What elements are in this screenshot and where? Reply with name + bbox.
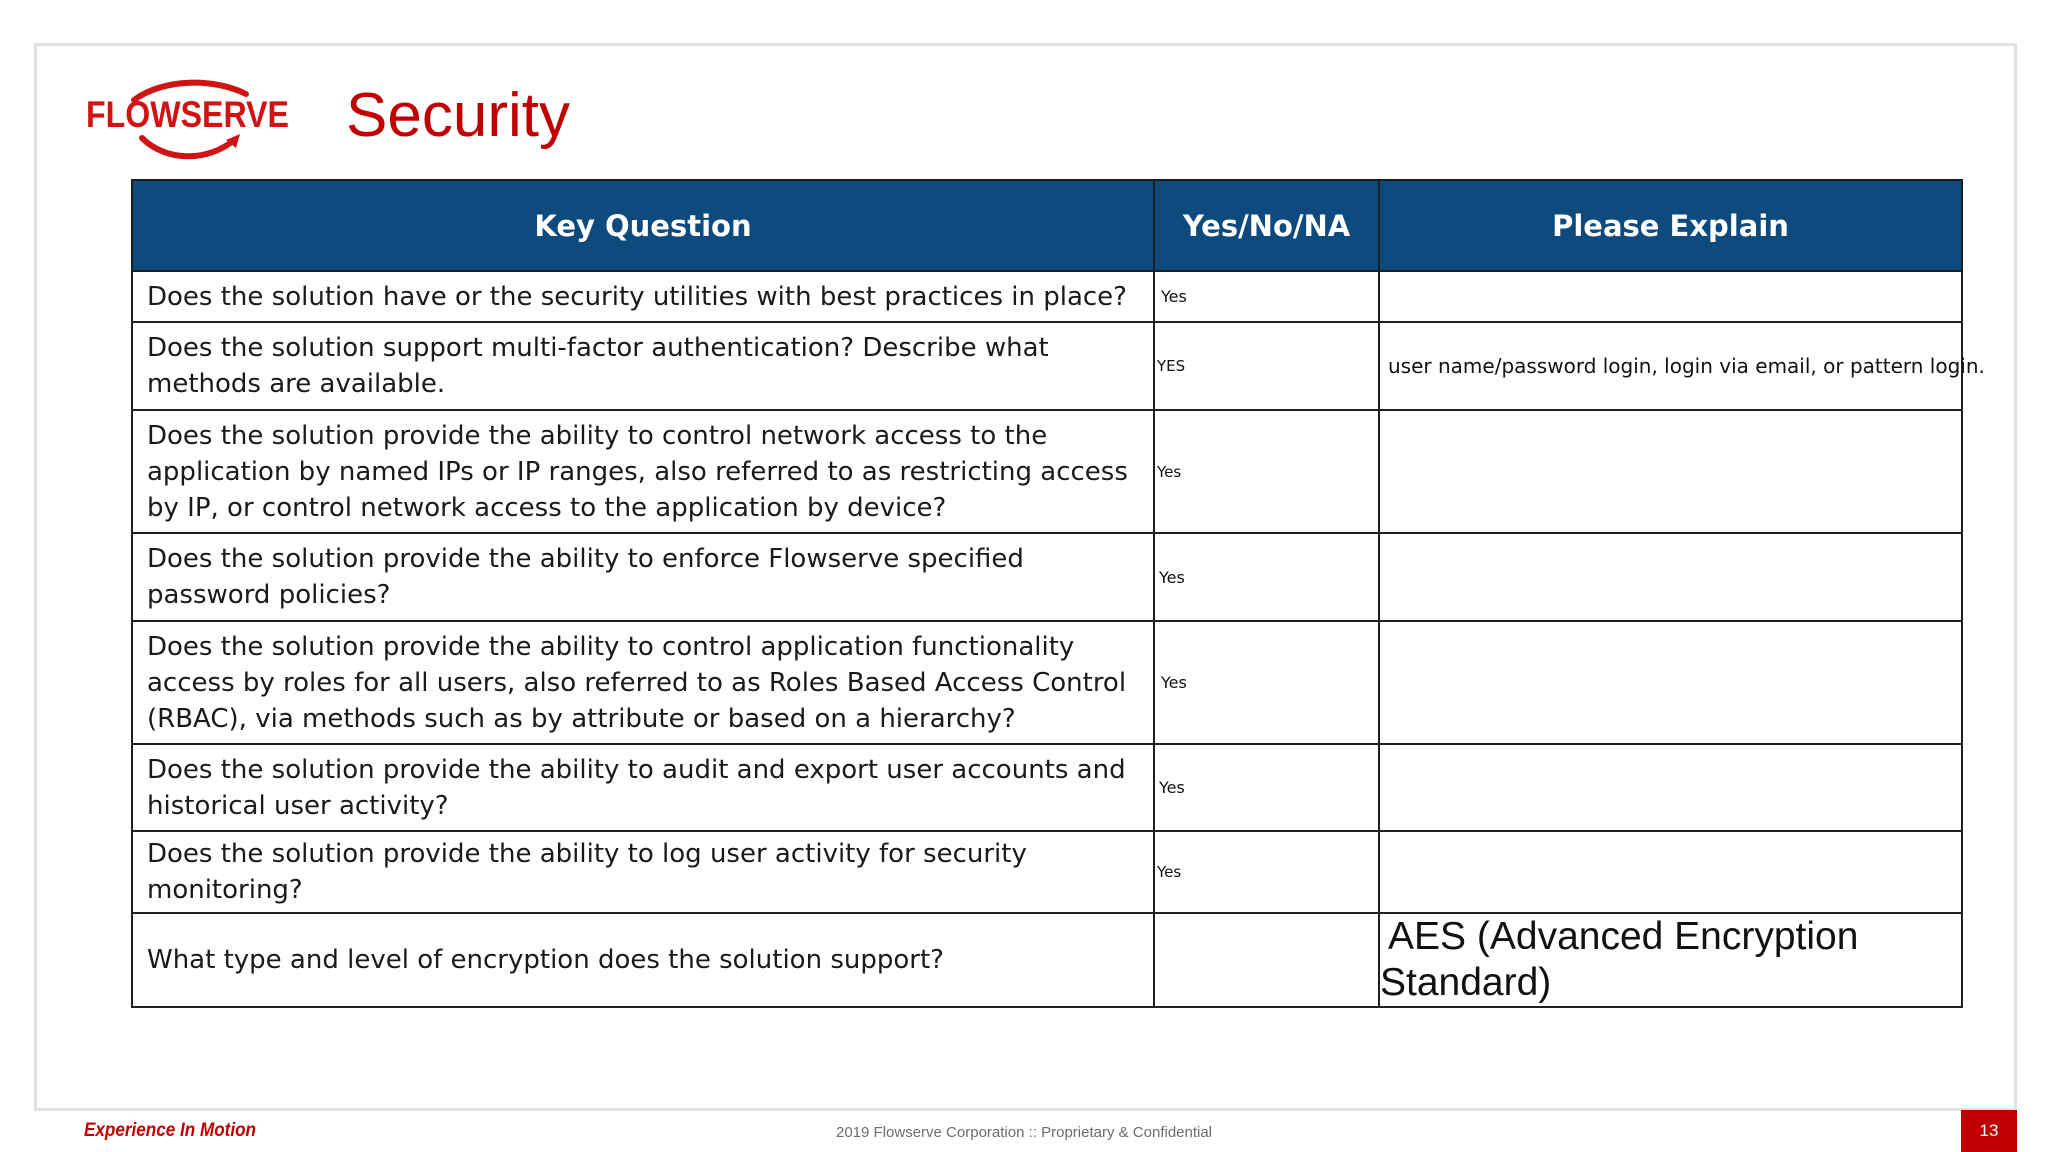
answer-cell: Yes — [1154, 271, 1379, 322]
svg-text:FLOWSERVE: FLOWSERVE — [86, 94, 289, 135]
page-title: Security — [346, 81, 570, 150]
table-row — [132, 533, 1962, 621]
explain-cell — [1379, 744, 1962, 831]
table-row — [132, 271, 1962, 322]
explain-line: Standard) — [1380, 961, 1552, 1004]
table-row — [132, 831, 1962, 913]
security-questions-table — [131, 179, 1985, 1008]
explain-cell — [1379, 913, 1962, 1007]
answer-cell: Yes — [1154, 533, 1379, 621]
header-key-question: Key Question — [132, 180, 1154, 271]
question-cell: Does the solution provide the ability to enforce Flowserve specified password policies? — [132, 533, 1154, 621]
explain-cell — [1379, 410, 1962, 533]
flowserve-logo — [86, 80, 291, 164]
explain-cell — [1379, 533, 1962, 621]
footer-copyright: 2019 Flowserve Corporation :: Proprietary & Confidential — [836, 1124, 1213, 1141]
header-please-explain: Please Explain — [1379, 180, 1962, 271]
page-number: 13 — [1961, 1110, 2017, 1152]
table-row — [132, 621, 1962, 744]
question-cell: Does the solution provide the ability to control network access to the application by named IPs or IP ranges, also referred to as restricting access by IP, or control network access to the application by device? — [132, 410, 1154, 533]
table-row — [132, 322, 1962, 410]
table-row — [132, 744, 1962, 831]
answer-cell: YES — [1154, 322, 1379, 410]
answer-cell: Yes — [1154, 831, 1379, 913]
header-yes-no-na: Yes/No/NA — [1154, 180, 1379, 271]
explain-line: AES (Advanced Encryption — [1388, 915, 1859, 958]
question-cell: Does the solution provide the ability to log user activity for security monitoring? — [132, 831, 1154, 913]
answer-cell: Yes — [1154, 744, 1379, 831]
table-row — [132, 410, 1962, 533]
answer-cell: Yes — [1154, 621, 1379, 744]
answer-cell: Yes — [1154, 410, 1379, 533]
table-row — [132, 913, 1962, 1007]
question-cell: Does the solution provide the ability to control application functionality access by roles for all users, also referred to as Roles Based Access Control (RBAC), via methods such as by attribute or based on a hierarchy? — [132, 621, 1154, 744]
question-cell: Does the solution support multi-factor authentication? Describe what methods are available. — [132, 322, 1154, 410]
explain-cell — [1379, 621, 1962, 744]
question-cell: What type and level of encryption does the solution support? — [132, 913, 1154, 1007]
table-header-row — [132, 180, 1962, 271]
question-cell: Does the solution provide the ability to audit and export user accounts and historical user activity? — [132, 744, 1154, 831]
question-cell: Does the solution have or the security utilities with best practices in place? — [132, 271, 1154, 322]
explain-cell — [1379, 271, 1962, 322]
answer-cell — [1154, 913, 1379, 1007]
brand-tagline: Experience In Motion — [84, 1120, 256, 1141]
explain-cell — [1379, 831, 1962, 913]
explain-cell: user name/password login, login via email, or pattern login. — [1379, 322, 1962, 410]
